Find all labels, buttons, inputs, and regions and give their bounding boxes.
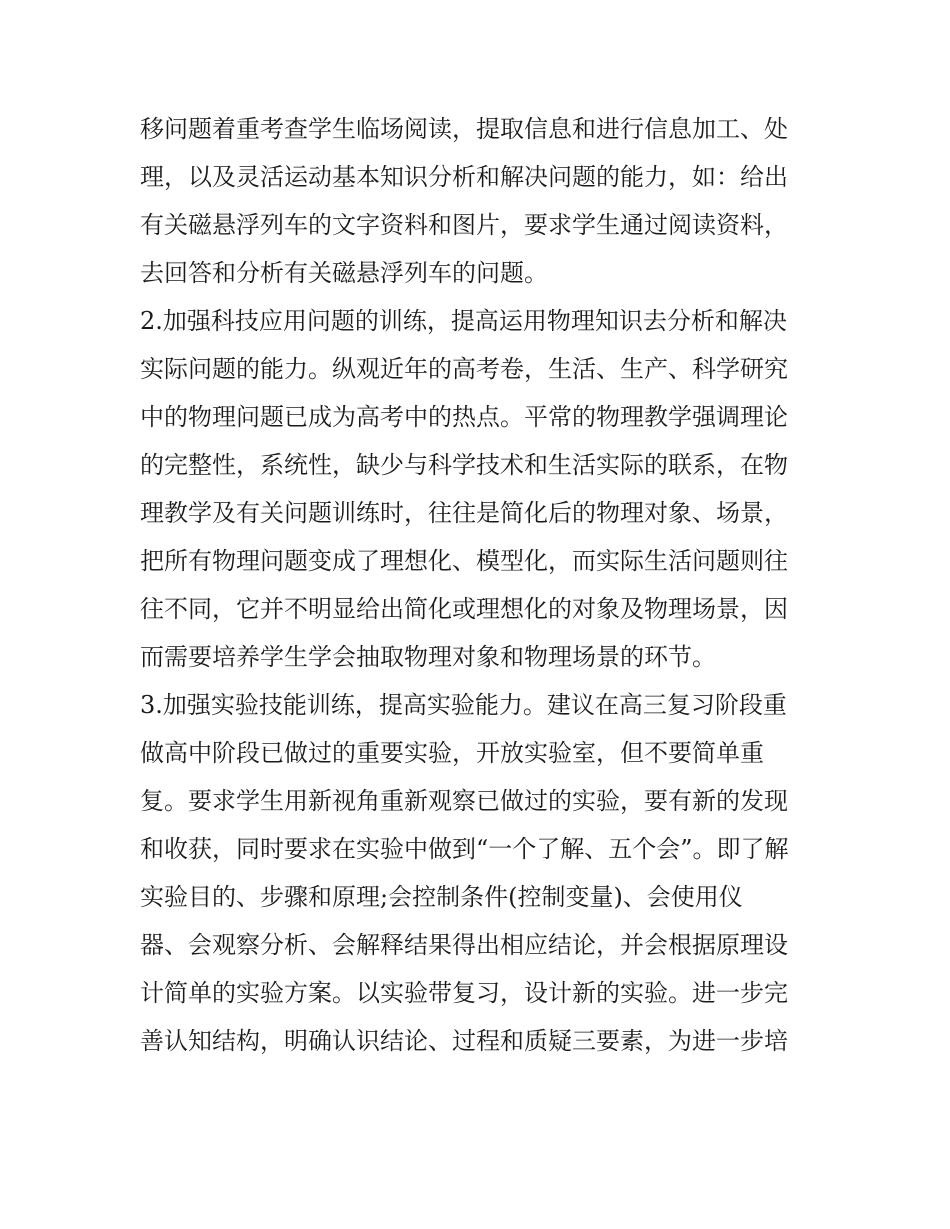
text-line: 3.加强实验技能训练，提高实验能力。建议在高三复习阶段重 (140, 691, 787, 719)
text-line: 把所有物理问题变成了理想化、模型化，而实际生活问题则往 (140, 547, 788, 575)
text-line: 移问题着重考查学生临场阅读，提取信息和进行信息加工、处 (140, 115, 788, 143)
text-line: 善认知结构，明确认识结论、过程和质疑三要素，为进一步培 (140, 1027, 788, 1055)
text-line: 而需要培养学生学会抽取物理对象和物理场景的环节。 (140, 643, 716, 671)
text-line: 有关磁悬浮列车的文字资料和图片，要求学生通过阅读资料， (140, 211, 788, 239)
text-line: 计简单的实验方案。以实验带复习，设计新的实验。进一步完 (140, 979, 788, 1007)
text-line: 实验目的、步骤和原理;会控制条件(控制变量)、会使用仪 (140, 883, 743, 911)
text-line: 实际问题的能力。纵观近年的高考卷，生活、生产、科学研究 (140, 355, 788, 383)
text-line: 复。要求学生用新视角重新观察已做过的实验，要有新的发现 (140, 787, 788, 815)
text-line: 的完整性，系统性，缺少与科学技术和生活实际的联系，在物 (140, 451, 788, 479)
text-line: 去回答和分析有关磁悬浮列车的问题。 (140, 259, 548, 287)
text-line: 理教学及有关问题训练时，往往是简化后的物理对象、场景， (140, 499, 788, 527)
text-line: 理，以及灵活运动基本知识分析和解决问题的能力，如：给出 (140, 163, 788, 191)
text-line: 和收获，同时要求在实验中做到“一个了解、五个会”。即了解 (140, 835, 789, 863)
body-text (140, 105, 830, 1065)
text-line: 中的物理问题已成为高考中的热点。平常的物理教学强调理论 (140, 403, 788, 431)
text-line: 往不同，它并不明显给出简化或理想化的对象及物理场景，因 (140, 595, 788, 623)
text-line: 做高中阶段已做过的重要实验，开放实验室，但不要简单重 (140, 739, 764, 767)
text-line: 器、会观察分析、会解释结果得出相应结论，并会根据原理设 (140, 931, 788, 959)
text-line: 2.加强科技应用问题的训练，提高运用物理知识去分析和解决 (140, 307, 787, 335)
